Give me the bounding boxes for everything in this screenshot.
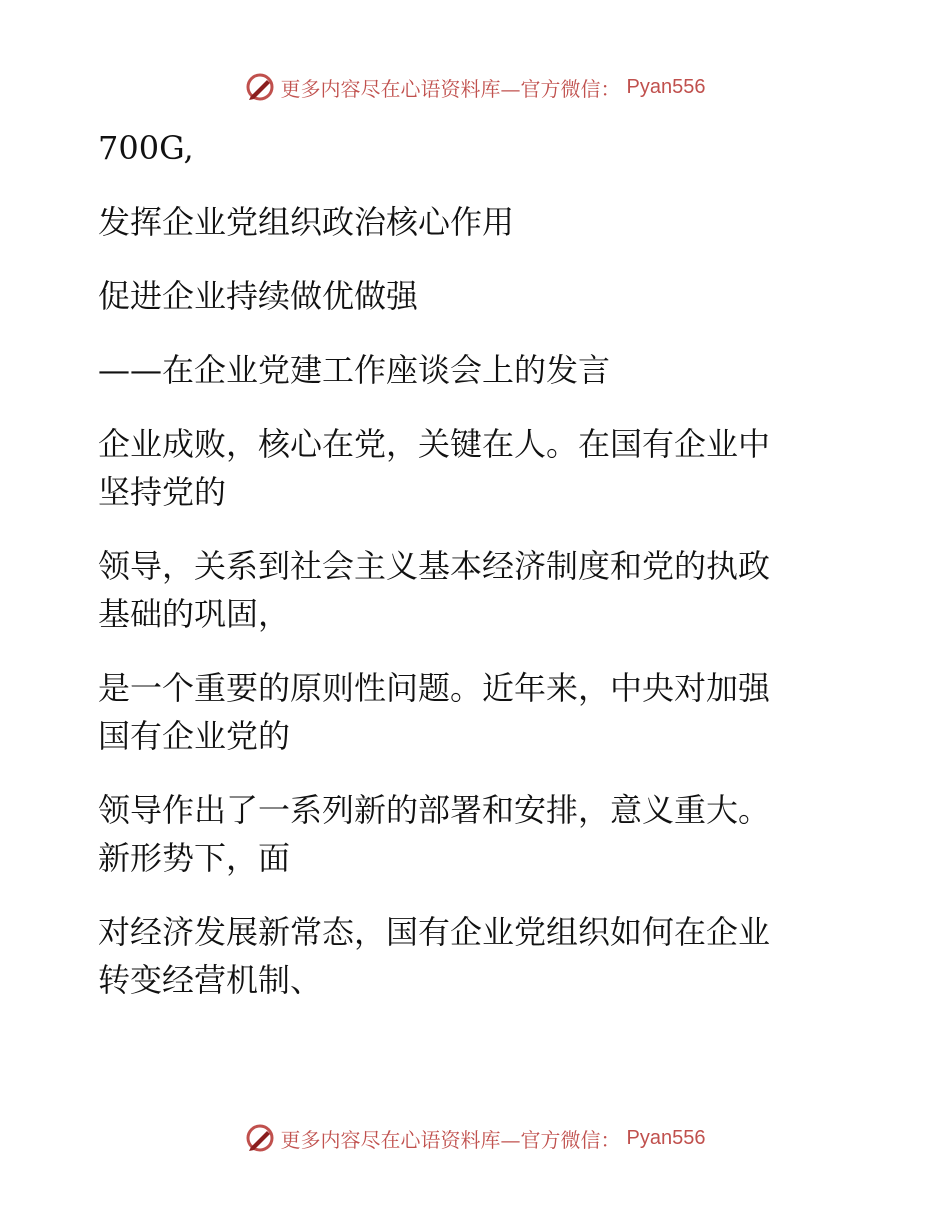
text-line: ——在企业党建工作座谈会上的发言: [98, 351, 611, 389]
text-line: 促进企业持续做优做强: [98, 277, 419, 315]
text-line: 领导，关系到社会主义基本经济制度和党的执政: [98, 547, 771, 585]
watermark-text: 更多内容尽在心语资料库—官方微信：: [280, 1127, 621, 1152]
text-line: 领导作出了一系列新的部署和安排，意义重大。: [98, 791, 771, 829]
pen-logo-icon: [245, 72, 275, 102]
text-line: 坚持党的: [98, 473, 227, 511]
text-line: 企业成败，核心在党，关键在人。在国有企业中: [98, 425, 771, 463]
document-body: [98, 122, 828, 998]
text-line: 转变经营机制、: [98, 961, 323, 999]
watermark-footer: [0, 1123, 950, 1153]
watermark-header: [0, 72, 950, 102]
text-line: 新形势下，面: [98, 839, 291, 877]
text-line: 基础的巩固，: [98, 595, 291, 633]
text-line: 国有企业党的: [98, 717, 291, 755]
text-line: 是一个重要的原则性问题。近年来，中央对加强: [98, 669, 771, 707]
text-line: 对经济发展新常态，国有企业党组织如何在企业: [98, 913, 771, 951]
pen-logo-icon: [245, 1123, 275, 1153]
watermark-text: 更多内容尽在心语资料库—官方微信：: [280, 76, 621, 101]
wechat-id: Pyan556: [626, 1126, 706, 1149]
wechat-id: Pyan556: [626, 75, 706, 98]
text-line: 700G,: [98, 129, 194, 167]
text-line: 发挥企业党组织政治核心作用: [98, 203, 515, 241]
